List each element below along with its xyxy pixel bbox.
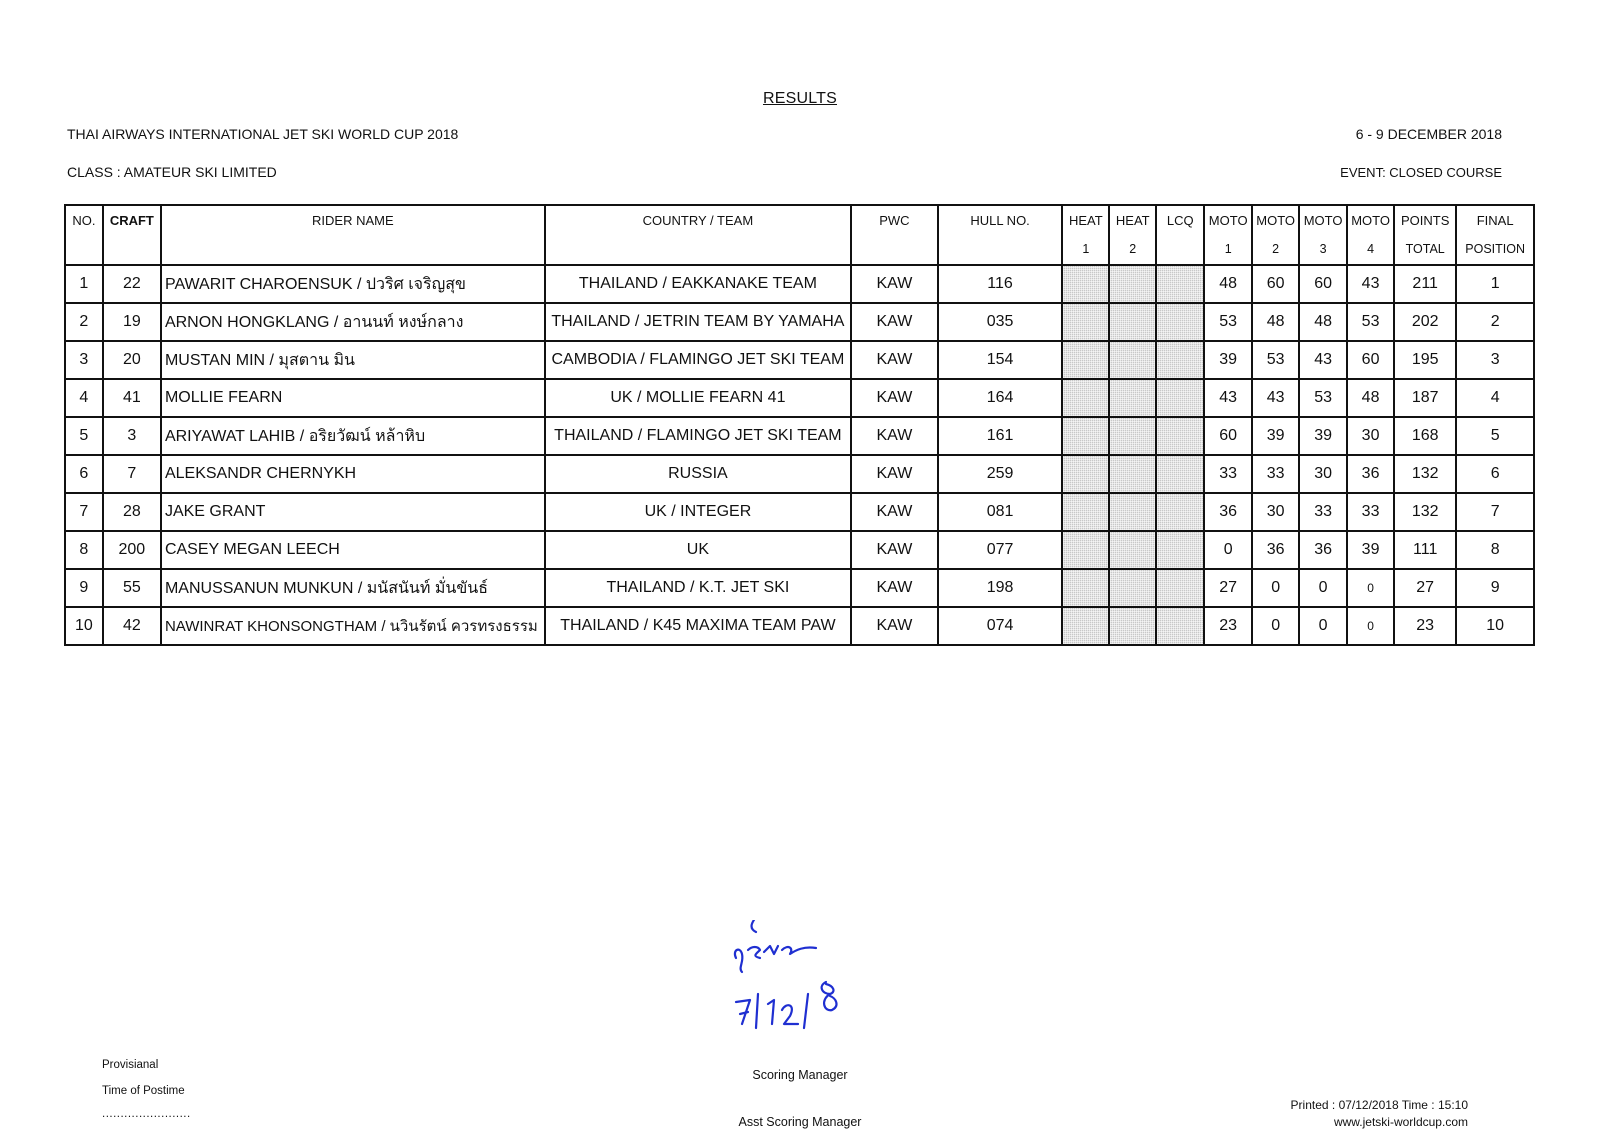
cell-heat-2 (1109, 531, 1156, 569)
cell-moto-4: 60 (1347, 341, 1394, 379)
cell-moto-1: 39 (1204, 341, 1252, 379)
table-row (65, 341, 1534, 379)
cell-craft: 22 (103, 265, 161, 303)
cell-final-position: 10 (1456, 607, 1534, 645)
cell-lcq (1156, 265, 1204, 303)
cell-pwc: KAW (851, 531, 938, 569)
cell-moto-4: 43 (1347, 265, 1394, 303)
cell-moto-3: 0 (1299, 607, 1347, 645)
results-body (65, 265, 1534, 645)
header-pwc: PWC (851, 205, 938, 265)
cell-points-total: 132 (1394, 455, 1456, 493)
cell-craft: 42 (103, 607, 161, 645)
cell-moto-4: 0 (1347, 569, 1394, 607)
cell-moto-3: 30 (1299, 455, 1347, 493)
cell-lcq (1156, 531, 1204, 569)
cell-moto-2: 0 (1252, 569, 1299, 607)
table-row (65, 531, 1534, 569)
event-title: THAI AIRWAYS INTERNATIONAL JET SKI WORLD CUP 2018 (67, 126, 459, 142)
cell-moto-2: 53 (1252, 341, 1299, 379)
cell-no: 6 (65, 455, 103, 493)
cell-points-total: 168 (1394, 417, 1456, 455)
cell-hull-no: 154 (938, 341, 1063, 379)
cell-no: 10 (65, 607, 103, 645)
header-moto-3: MOTO 3 (1299, 205, 1347, 265)
cell-hull-no: 259 (938, 455, 1063, 493)
cell-moto-2: 39 (1252, 417, 1299, 455)
cell-heat-2 (1109, 303, 1156, 341)
cell-heat-1 (1062, 379, 1109, 417)
cell-heat-2 (1109, 341, 1156, 379)
cell-moto-1: 43 (1204, 379, 1252, 417)
cell-moto-4: 39 (1347, 531, 1394, 569)
cell-no: 1 (65, 265, 103, 303)
cell-lcq (1156, 607, 1204, 645)
cell-heat-2 (1109, 493, 1156, 531)
cell-rider-name: MANUSSANUN MUNKUN / มนัสนันท์ มั่นขันธ์ (161, 569, 545, 607)
cell-rider-name: MOLLIE FEARN (161, 379, 545, 417)
cell-pwc: KAW (851, 265, 938, 303)
cell-moto-2: 0 (1252, 607, 1299, 645)
cell-hull-no: 035 (938, 303, 1063, 341)
cell-final-position: 7 (1456, 493, 1534, 531)
cell-final-position: 6 (1456, 455, 1534, 493)
cell-craft: 28 (103, 493, 161, 531)
cell-hull-no: 164 (938, 379, 1063, 417)
handwritten-signature (730, 920, 880, 1050)
cell-lcq (1156, 569, 1204, 607)
asst-scoring-manager-label: Asst Scoring Manager (738, 1115, 862, 1129)
cell-hull-no: 081 (938, 493, 1063, 531)
event-dates: 6 - 9 DECEMBER 2018 (1355, 126, 1502, 142)
header-final-position: FINAL POSITION (1456, 205, 1534, 265)
header-heat-2: HEAT 2 (1109, 205, 1156, 265)
cell-moto-2: 30 (1252, 493, 1299, 531)
time-of-postime-label: Time of Postime (102, 1085, 185, 1097)
cell-moto-3: 33 (1299, 493, 1347, 531)
table-row (65, 493, 1534, 531)
table-row (65, 379, 1534, 417)
cell-country-team: THAILAND / JETRIN TEAM BY YAMAHA (545, 303, 851, 341)
cell-lcq (1156, 493, 1204, 531)
cell-rider-name: MUSTAN MIN / มุสตาน มิน (161, 341, 545, 379)
cell-moto-3: 36 (1299, 531, 1347, 569)
table-row (65, 303, 1534, 341)
cell-points-total: 187 (1394, 379, 1456, 417)
cell-moto-3: 60 (1299, 265, 1347, 303)
cell-rider-name: NAWINRAT KHONSONGTHAM / นวินรัตน์ ควรทรงธรรม (161, 607, 545, 645)
cell-craft: 20 (103, 341, 161, 379)
cell-moto-3: 48 (1299, 303, 1347, 341)
header-rider-name: RIDER NAME (161, 205, 545, 265)
cell-moto-2: 36 (1252, 531, 1299, 569)
cell-pwc: KAW (851, 455, 938, 493)
cell-craft: 41 (103, 379, 161, 417)
cell-heat-1 (1062, 607, 1109, 645)
cell-hull-no: 077 (938, 531, 1063, 569)
results-table (64, 204, 1535, 646)
cell-moto-4: 33 (1347, 493, 1394, 531)
cell-pwc: KAW (851, 341, 938, 379)
cell-moto-4: 30 (1347, 417, 1394, 455)
cell-points-total: 27 (1394, 569, 1456, 607)
cell-heat-2 (1109, 265, 1156, 303)
cell-points-total: 195 (1394, 341, 1456, 379)
cell-country-team: RUSSIA (545, 455, 851, 493)
cell-craft: 3 (103, 417, 161, 455)
header-moto-1: MOTO 1 (1204, 205, 1252, 265)
cell-moto-1: 36 (1204, 493, 1252, 531)
cell-pwc: KAW (851, 493, 938, 531)
cell-final-position: 3 (1456, 341, 1534, 379)
header-craft: CRAFT (103, 205, 161, 265)
table-row (65, 455, 1534, 493)
table-row (65, 607, 1534, 645)
cell-rider-name: PAWARIT CHAROENSUK / ปวริศ เจริญสุข (161, 265, 545, 303)
cell-moto-1: 0 (1204, 531, 1252, 569)
cell-craft: 200 (103, 531, 161, 569)
cell-final-position: 4 (1456, 379, 1534, 417)
cell-heat-2 (1109, 379, 1156, 417)
cell-pwc: KAW (851, 379, 938, 417)
cell-hull-no: 198 (938, 569, 1063, 607)
cell-moto-1: 60 (1204, 417, 1252, 455)
dotted-line: ........................ (102, 1108, 191, 1120)
cell-craft: 55 (103, 569, 161, 607)
cell-pwc: KAW (851, 607, 938, 645)
table-row (65, 417, 1534, 455)
cell-no: 4 (65, 379, 103, 417)
cell-heat-1 (1062, 341, 1109, 379)
cell-country-team: UK (545, 531, 851, 569)
cell-lcq (1156, 417, 1204, 455)
cell-points-total: 211 (1394, 265, 1456, 303)
cell-country-team: THAILAND / K45 MAXIMA TEAM PAW (545, 607, 851, 645)
cell-lcq (1156, 341, 1204, 379)
cell-moto-2: 48 (1252, 303, 1299, 341)
header-hull-no: HULL NO. (938, 205, 1063, 265)
scoring-manager-label: Scoring Manager (752, 1068, 848, 1082)
website-url: www.jetski-worldcup.com (1333, 1115, 1468, 1129)
cell-country-team: THAILAND / K.T. JET SKI (545, 569, 851, 607)
cell-heat-2 (1109, 417, 1156, 455)
cell-no: 7 (65, 493, 103, 531)
cell-points-total: 132 (1394, 493, 1456, 531)
cell-pwc: KAW (851, 569, 938, 607)
printed-timestamp: Printed : 07/12/2018 Time : 15:10 (1290, 1098, 1468, 1112)
header-no: NO. (65, 205, 103, 265)
cell-rider-name: CASEY MEGAN LEECH (161, 531, 545, 569)
cell-moto-3: 39 (1299, 417, 1347, 455)
cell-moto-3: 53 (1299, 379, 1347, 417)
cell-hull-no: 074 (938, 607, 1063, 645)
cell-no: 9 (65, 569, 103, 607)
cell-final-position: 8 (1456, 531, 1534, 569)
cell-country-team: UK / INTEGER (545, 493, 851, 531)
cell-heat-1 (1062, 569, 1109, 607)
cell-lcq (1156, 455, 1204, 493)
cell-rider-name: ARNON HONGKLANG / อานนท์ หงษ์กลาง (161, 303, 545, 341)
cell-country-team: THAILAND / FLAMINGO JET SKI TEAM (545, 417, 851, 455)
cell-rider-name: JAKE GRANT (161, 493, 545, 531)
header-country-team: COUNTRY / TEAM (545, 205, 851, 265)
cell-no: 8 (65, 531, 103, 569)
cell-moto-1: 23 (1204, 607, 1252, 645)
cell-no: 2 (65, 303, 103, 341)
cell-moto-1: 33 (1204, 455, 1252, 493)
cell-moto-4: 36 (1347, 455, 1394, 493)
cell-heat-2 (1109, 455, 1156, 493)
cell-moto-1: 53 (1204, 303, 1252, 341)
cell-points-total: 202 (1394, 303, 1456, 341)
cell-lcq (1156, 303, 1204, 341)
event-type: EVENT: CLOSED COURSE (1340, 165, 1502, 180)
cell-heat-1 (1062, 531, 1109, 569)
cell-final-position: 9 (1456, 569, 1534, 607)
cell-rider-name: ALEKSANDR CHERNYKH (161, 455, 545, 493)
cell-moto-2: 43 (1252, 379, 1299, 417)
header-heat-1: HEAT 1 (1062, 205, 1109, 265)
header-moto-4: MOTO 4 (1347, 205, 1394, 265)
cell-heat-1 (1062, 417, 1109, 455)
cell-moto-2: 60 (1252, 265, 1299, 303)
cell-points-total: 23 (1394, 607, 1456, 645)
cell-moto-4: 48 (1347, 379, 1394, 417)
cell-country-team: UK / MOLLIE FEARN 41 (545, 379, 851, 417)
cell-rider-name: ARIYAWAT LAHIB / อริยวัฒน์ หล้าหิบ (161, 417, 545, 455)
cell-moto-1: 48 (1204, 265, 1252, 303)
cell-craft: 7 (103, 455, 161, 493)
cell-moto-4: 53 (1347, 303, 1394, 341)
cell-lcq (1156, 379, 1204, 417)
class-line: CLASS : AMATEUR SKI LIMITED (67, 164, 277, 180)
cell-hull-no: 161 (938, 417, 1063, 455)
cell-heat-1 (1062, 303, 1109, 341)
table-row (65, 569, 1534, 607)
cell-no: 5 (65, 417, 103, 455)
cell-heat-1 (1062, 265, 1109, 303)
cell-moto-1: 27 (1204, 569, 1252, 607)
cell-no: 3 (65, 341, 103, 379)
cell-moto-4: 0 (1347, 607, 1394, 645)
provisional-label: Provisianal (102, 1059, 159, 1071)
cell-heat-1 (1062, 493, 1109, 531)
cell-final-position: 1 (1456, 265, 1534, 303)
cell-hull-no: 116 (938, 265, 1063, 303)
cell-moto-3: 43 (1299, 341, 1347, 379)
cell-heat-1 (1062, 455, 1109, 493)
cell-craft: 19 (103, 303, 161, 341)
cell-heat-2 (1109, 569, 1156, 607)
header-row (65, 205, 1534, 265)
cell-final-position: 5 (1456, 417, 1534, 455)
cell-pwc: KAW (851, 417, 938, 455)
cell-points-total: 111 (1394, 531, 1456, 569)
header-moto-2: MOTO 2 (1252, 205, 1299, 265)
cell-pwc: KAW (851, 303, 938, 341)
cell-final-position: 2 (1456, 303, 1534, 341)
cell-country-team: CAMBODIA / FLAMINGO JET SKI TEAM (545, 341, 851, 379)
cell-country-team: THAILAND / EAKKANAKE TEAM (545, 265, 851, 303)
page-title: RESULTS (762, 90, 837, 107)
cell-moto-3: 0 (1299, 569, 1347, 607)
table-row (65, 265, 1534, 303)
header-lcq: LCQ (1156, 205, 1204, 265)
cell-heat-2 (1109, 607, 1156, 645)
cell-moto-2: 33 (1252, 455, 1299, 493)
header-points-total: POINTS TOTAL (1394, 205, 1456, 265)
